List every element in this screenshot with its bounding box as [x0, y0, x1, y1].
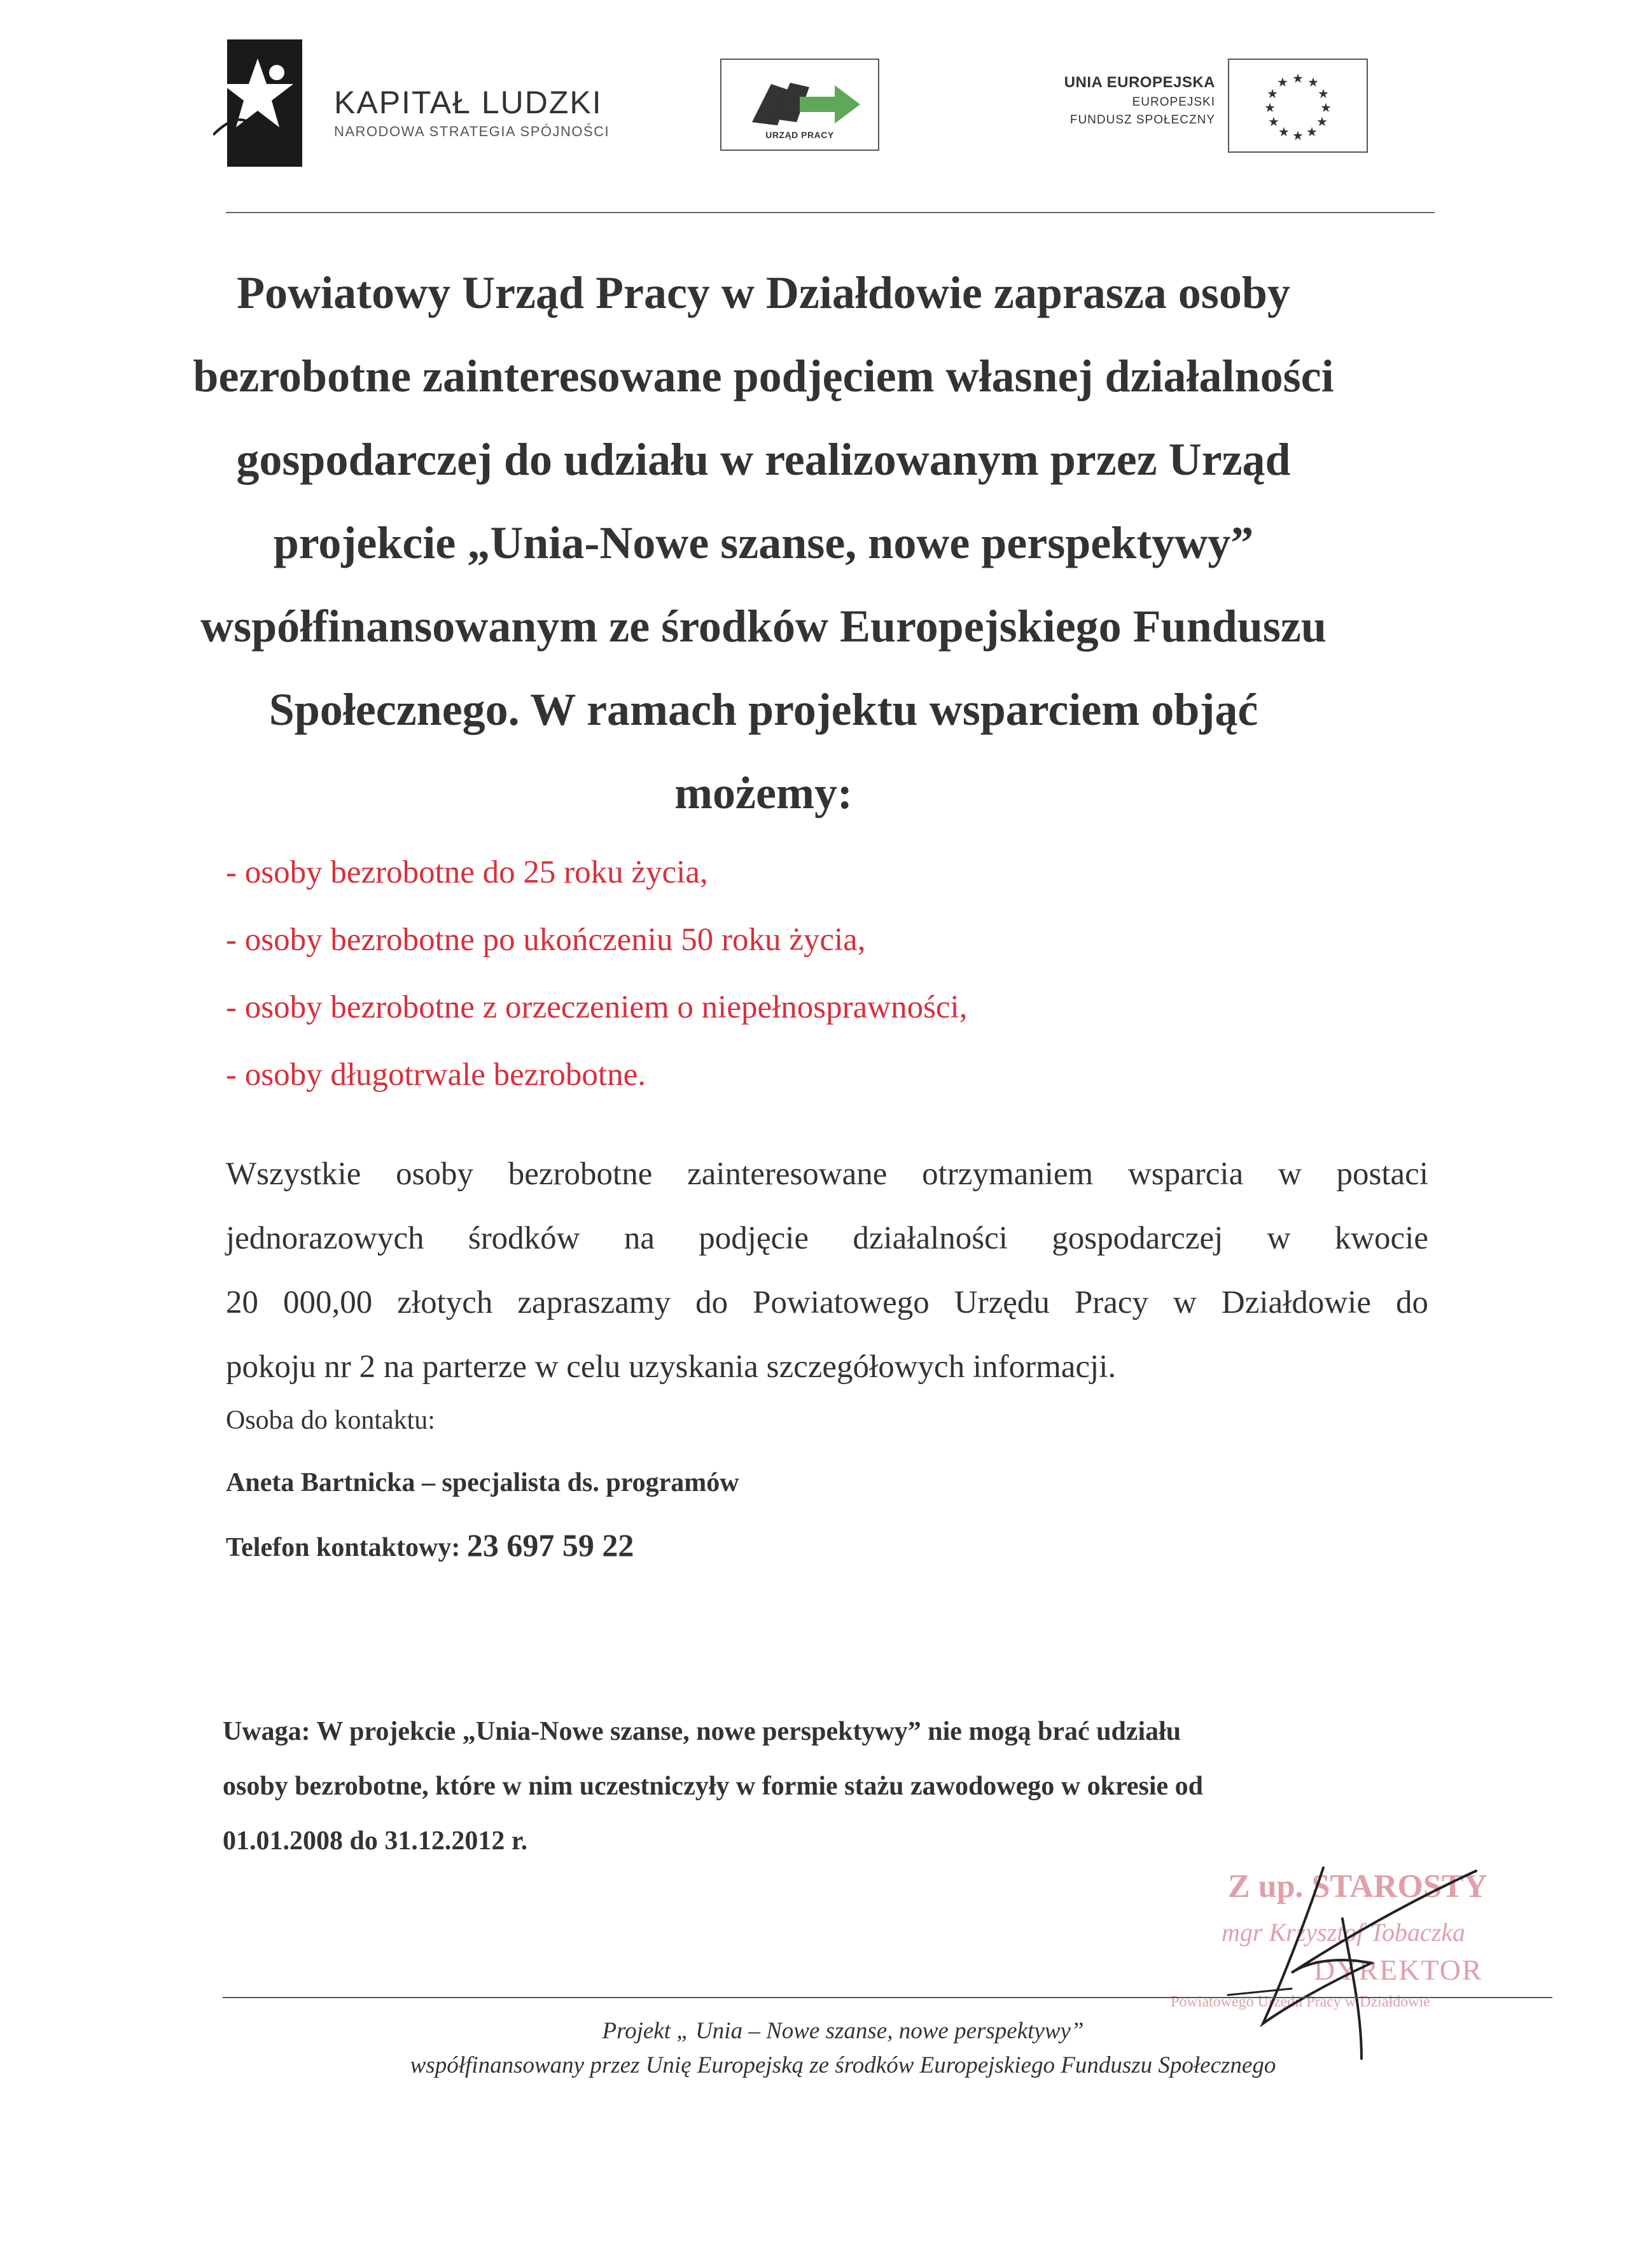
- svg-text:★: ★: [1318, 86, 1329, 101]
- footer-line: współfinansowany przez Unię Europejską ze środków Europejskiego Funduszu Społecznego: [410, 2052, 1276, 2078]
- info-paragraph: [226, 1142, 1428, 1399]
- svg-text:★: ★: [1306, 124, 1318, 139]
- phone-label: Telefon kontaktowy:: [226, 1533, 461, 1562]
- svg-text:★: ★: [1307, 74, 1319, 90]
- svg-text:★: ★: [1292, 71, 1304, 86]
- footer-line: Projekt „ Unia – Nowe szanse, nowe perspektywy”: [602, 2018, 1084, 2044]
- eu-fund-text: [999, 74, 1215, 127]
- list-item: - osoby długotrwale bezrobotne.: [226, 1057, 646, 1093]
- stamp-line: mgr Krzysztof Tobaczka: [1222, 1918, 1466, 1947]
- footer-divider: [223, 1997, 1552, 1998]
- headline-line: możemy:: [674, 767, 853, 818]
- header-divider: [226, 212, 1435, 213]
- contact-label: Osoba do kontaktu:: [226, 1406, 435, 1435]
- eu-flag-icon: [1228, 59, 1368, 153]
- urzad-pracy-label: URZĄD PRACY: [765, 130, 834, 140]
- stamp-line: Powiatowego Urzędu Pracy w Działdowie: [1171, 1994, 1430, 2010]
- list-item: - osoby bezrobotne z orzeczeniem o niepełnosprawności,: [226, 990, 968, 1025]
- svg-text:★: ★: [1267, 86, 1278, 101]
- headline-line: projekcie „Unia-Nowe szanse, nowe perspektywy”: [273, 517, 1254, 568]
- paragraph-line: jednorazowych środków na podjęcie działalności gospodarczej w kwocie: [226, 1221, 1428, 1256]
- stamp-line: Z up. STAROSTY: [1228, 1868, 1487, 1905]
- svg-text:★: ★: [1316, 114, 1328, 129]
- svg-text:★: ★: [1264, 100, 1276, 115]
- contact-name: Aneta Bartnicka – specjalista ds. programów: [226, 1468, 739, 1497]
- paragraph-line: 20 000,00 złotych zapraszamy do Powiatowego Urzędu Pracy w Działdowie do: [226, 1285, 1428, 1320]
- kapital-ludzki-emblem-icon: [213, 39, 318, 167]
- headline: [191, 251, 1336, 835]
- kapital-ludzki-logo: [213, 39, 608, 167]
- kapital-ludzki-subtitle: NARODOWA STRATEGIA SPÓJNOŚCI: [334, 123, 610, 139]
- note: [223, 1704, 1387, 1868]
- svg-text:★: ★: [1292, 128, 1304, 143]
- svg-text:★: ★: [1277, 74, 1288, 90]
- target-groups-list: [226, 839, 967, 1109]
- paragraph-line: Wszystkie osoby bezrobotne zainteresowane otrzymaniem wsparcia w postaci: [226, 1156, 1428, 1192]
- headline-line: Społecznego. W ramach projektu wsparciem objąć: [268, 684, 1258, 735]
- svg-text:★: ★: [1278, 124, 1290, 139]
- headline-line: bezrobotne zainteresowane podjęciem własnej działalności: [193, 351, 1334, 402]
- eu-line-european: EUROPEJSKI: [1132, 95, 1215, 109]
- eu-line-social-fund: FUNDUSZ SPOŁECZNY: [1069, 113, 1215, 127]
- list-item: - osoby bezrobotne po ukończeniu 50 roku życia,: [226, 922, 866, 958]
- urzad-pracy-arrow-icon: [739, 71, 867, 129]
- list-item: - osoby bezrobotne do 25 roku życia,: [226, 855, 708, 890]
- footer: [254, 2014, 1431, 2083]
- urzad-pracy-logo: [720, 59, 879, 151]
- svg-text:★: ★: [1268, 114, 1279, 129]
- contact-phone: [226, 1527, 634, 1564]
- note-line: 01.01.2008 do 31.12.2012 r.: [223, 1826, 528, 1856]
- eu-line-union: UNIA EUROPEJSKA: [1064, 74, 1215, 91]
- headline-line: gospodarczej do udziału w realizowanym przez Urząd: [236, 434, 1291, 485]
- kapital-ludzki-title: KAPITAŁ LUDZKI: [334, 85, 603, 120]
- paragraph-line: pokoju nr 2 na parterze w celu uzyskania szczegółowych informacji.: [226, 1349, 1117, 1385]
- phone-number: 23 697 59 22: [466, 1527, 634, 1563]
- note-line: osoby bezrobotne, które w nim uczestniczyły w formie stażu zawodowego w okresie od: [223, 1772, 1203, 1801]
- svg-text:★: ★: [1320, 100, 1332, 115]
- headline-line: współfinansowanym ze środków Europejskiego Funduszu: [200, 601, 1327, 652]
- headline-line: Powiatowy Urząd Pracy w Działdowie zaprasza osoby: [237, 267, 1290, 318]
- stamp-line: DYREKTOR: [1314, 1954, 1483, 1986]
- note-line: Uwaga: W projekcie „Unia-Nowe szanse, nowe perspektywy” nie mogą brać udziału: [223, 1717, 1181, 1746]
